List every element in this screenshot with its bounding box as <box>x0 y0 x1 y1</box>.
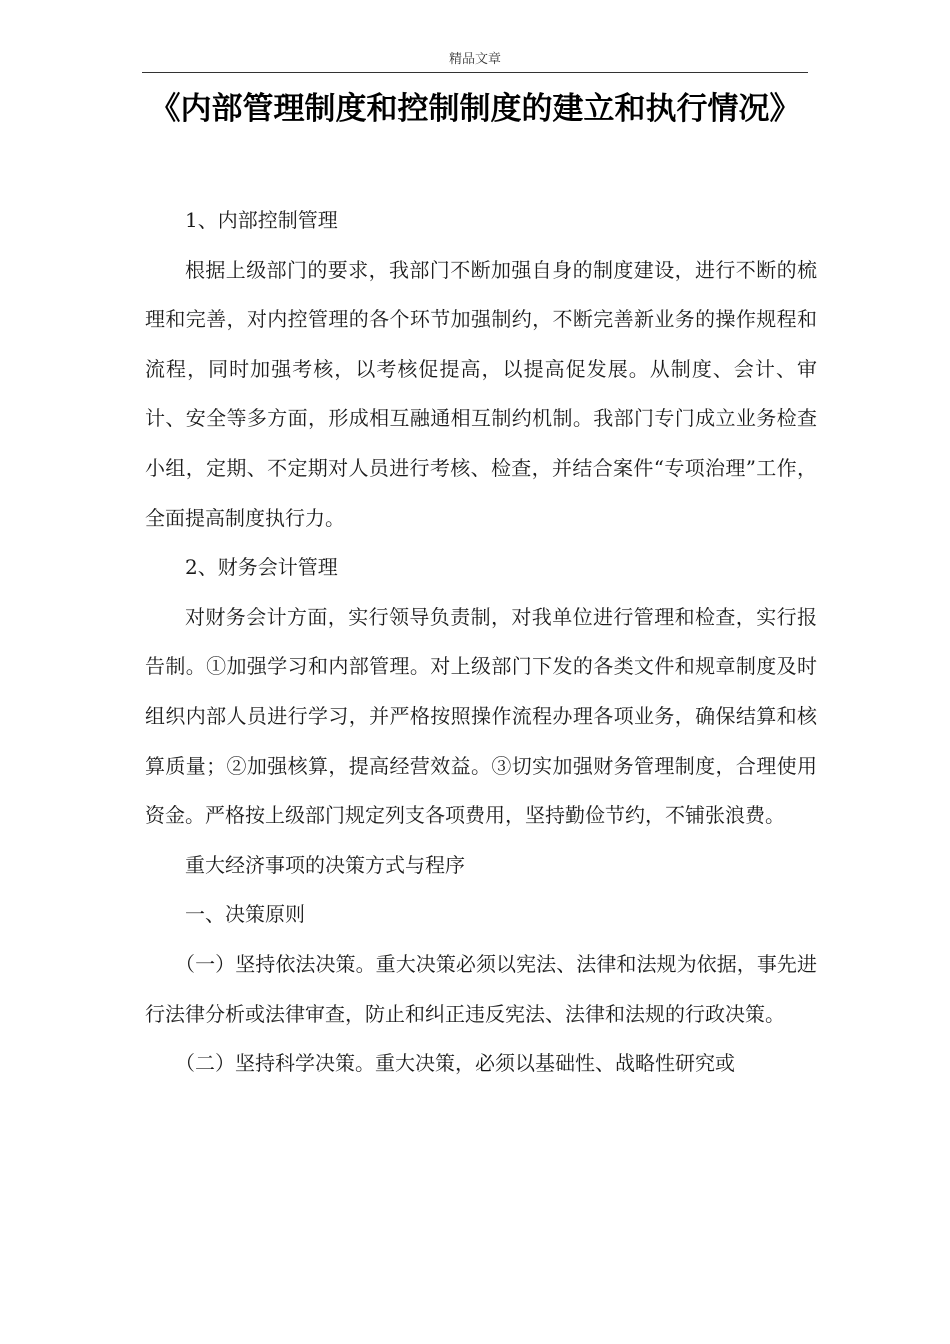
section-heading-decision-principles: 一、决策原则 <box>185 902 305 927</box>
paragraph-finance: 对财务会计方面，实行领导负责制，对我单位进行管理和检查，实行报告制。①加强学习和内部管理。对上级部门下发的各类文件和规章制度及时组织内部人员进行学习，并严格按照操作流程办理各项业务，确保结算和核算质量；②加强核算，提高经营效益。③切实加强财务管理制度，合理使用资金。严格按上级部门规定列支各项费用，坚持勤俭节约，不铺张浪费。 <box>145 604 817 828</box>
page-header: 精品文章 <box>448 52 501 67</box>
paragraph-lawful-decision: （一）坚持依法决策。重大决策必须以宪法、法律和法规为依据，事先进行法律分析或法律审查，防止和纠正违反宪法、法律和法规的行政决策。 <box>145 951 817 1026</box>
paragraph-internal-control: 根据上级部门的要求，我部门不断加强自身的制度建设，进行不断的梳理和完善，对内控管理的各个环节加强制约，不断完善新业务的操作规程和流程，同时加强考核，以考核促提高，以提高促发展。从制度、会计、审计、安全等多方面，形成相互融通相互制约机制。我部门专门成立业务检查小组，定期、不定期对人员进行考核、检查，并结合案件“专项治理”工作，全面提高制度执行力。 <box>145 257 817 530</box>
header-divider <box>142 72 808 73</box>
section-heading-major-decisions: 重大经济事项的决策方式与程序 <box>185 852 465 877</box>
document-body <box>145 196 817 1089</box>
paragraph-scientific-decision: （二）坚持科学决策。重大决策，必须以基础性、战略性研究或 <box>175 1051 735 1076</box>
section-heading-internal-control: 1、内部控制管理 <box>185 208 338 232</box>
section-heading-finance: 2、财务会计管理 <box>185 555 338 580</box>
document-title: 《内部管理制度和控制制度的建立和执行情况》 <box>149 91 801 127</box>
